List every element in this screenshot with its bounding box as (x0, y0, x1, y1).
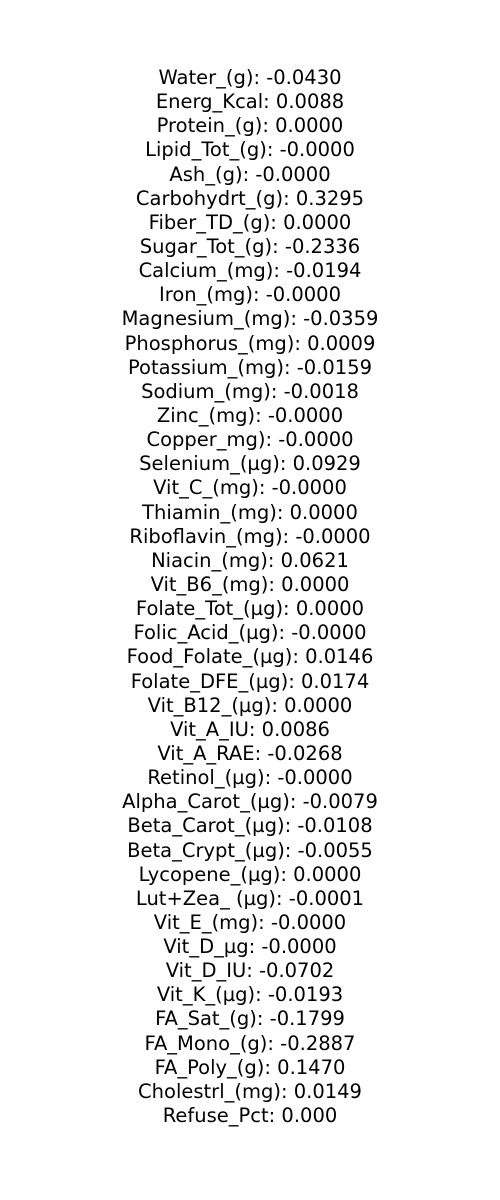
nutrient-line: Iron_(mg): -0.0000 (158, 283, 341, 307)
nutrient-line: Carbohydrt_(g): 0.3295 (135, 186, 365, 210)
nutrient-line: Vit_A_IU: 0.0086 (170, 717, 330, 741)
nutrient-line: FA_Mono_(g): -0.2887 (144, 1031, 356, 1055)
nutrient-line: Lipid_Tot_(g): -0.0000 (145, 138, 355, 162)
nutrient-line: Vit_B6_(mg): 0.0000 (150, 572, 350, 596)
nutrient-line: Vit_C_(mg): -0.0000 (153, 476, 347, 500)
nutrient-line: Sugar_Tot_(g): -0.2336 (139, 234, 361, 258)
nutrient-line: Sodium_(mg): -0.0018 (141, 379, 359, 403)
nutrient-line: Vit_B12_(µg): 0.0000 (147, 693, 353, 717)
nutrient-line: FA_Sat_(g): -0.1799 (155, 1007, 345, 1031)
nutrient-line: Fiber_TD_(g): 0.0000 (148, 210, 352, 234)
nutrient-coefficient-list (0, 66, 500, 1128)
nutrient-line: Refuse_Pct: 0.000 (162, 1104, 338, 1128)
nutrient-line: Beta_Carot_(µg): -0.0108 (127, 814, 373, 838)
nutrient-line: Magnesium_(mg): -0.0359 (121, 307, 379, 331)
nutrient-line: Copper_mg): -0.0000 (146, 428, 354, 452)
nutrient-line: Thiamin_(mg): 0.0000 (142, 500, 358, 524)
nutrient-line: Folate_Tot_(µg): 0.0000 (135, 597, 365, 621)
nutrient-line: Cholestrl_(mg): 0.0149 (138, 1079, 362, 1103)
nutrient-line: Lut+Zea_ (µg): -0.0001 (135, 886, 365, 910)
nutrient-line: Alpha_Carot_(µg): -0.0079 (122, 790, 378, 814)
nutrient-line: Vit_D_µg: -0.0000 (163, 935, 337, 959)
nutrient-line: Folate_DFE_(µg): 0.0174 (130, 669, 370, 693)
nutrient-line: Zinc_(mg): -0.0000 (156, 403, 344, 427)
nutrient-line: Protein_(g): 0.0000 (156, 114, 344, 138)
nutrient-line: Phosphorus_(mg): 0.0009 (124, 331, 376, 355)
nutrient-line: Energ_Kcal: 0.0088 (155, 90, 345, 114)
nutrient-line: Niacin_(mg): 0.0621 (151, 548, 349, 572)
nutrient-line: Vit_K_(µg): -0.0193 (156, 983, 344, 1007)
nutrient-line: Riboflavin_(mg): -0.0000 (129, 524, 371, 548)
nutrient-line: Retinol_(µg): -0.0000 (147, 766, 353, 790)
nutrient-line: Lycopene_(µg): 0.0000 (138, 862, 362, 886)
nutrient-line: Folic_Acid_(µg): -0.0000 (133, 621, 367, 645)
nutrient-line: Ash_(g): -0.0000 (169, 162, 331, 186)
nutrient-line: FA_Poly_(g): 0.1470 (154, 1055, 346, 1079)
nutrient-line: Water_(g): -0.0430 (158, 66, 342, 89)
nutrient-line: Vit_A_RAE: -0.0268 (157, 741, 343, 765)
nutrient-line: Food_Folate_(µg): 0.0146 (126, 645, 374, 669)
nutrient-line: Beta_Crypt_(µg): -0.0055 (127, 838, 373, 862)
nutrient-line: Vit_E_(mg): -0.0000 (153, 910, 347, 934)
nutrient-line: Potassium_(mg): -0.0159 (127, 355, 373, 379)
nutrient-line: Selenium_(µg): 0.0929 (139, 452, 361, 476)
nutrient-line: Vit_D_IU: -0.0702 (165, 959, 335, 983)
nutrient-line: Calcium_(mg): -0.0194 (138, 259, 362, 283)
